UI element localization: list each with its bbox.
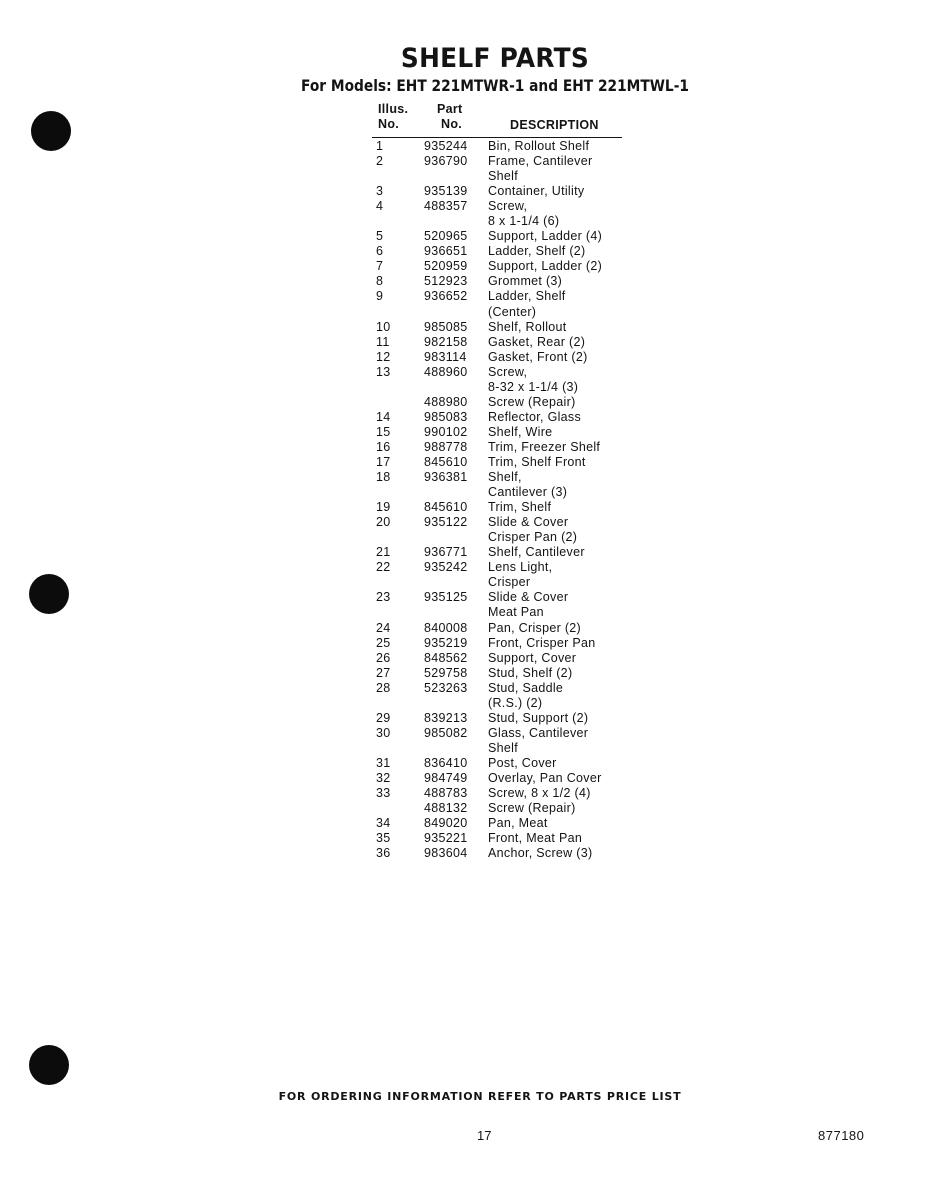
- table-body: [372, 138, 622, 861]
- binder-hole-bottom: [29, 1045, 69, 1085]
- description-cell: Support, Ladder (4): [488, 229, 603, 244]
- part-no-cell: 520959: [424, 259, 468, 274]
- illus-no-cell: 27: [376, 665, 391, 680]
- part-no-cell: 982158: [424, 334, 468, 349]
- table-row: [372, 771, 622, 786]
- description-cell: Screw, 8 x 1-1/4 (6): [488, 199, 560, 229]
- illus-no-cell: 30: [376, 725, 391, 740]
- table-row: [372, 199, 622, 229]
- part-no-cell: 983114: [424, 349, 467, 364]
- illus-no-cell: [372, 801, 424, 816]
- description-cell: Shelf, Wire: [488, 424, 553, 439]
- table-row: [372, 335, 622, 350]
- illus-no-cell: 1: [376, 139, 384, 153]
- table-row: [372, 515, 622, 545]
- description-cell: Lens Light, Crisper: [488, 560, 553, 590]
- table-row: [372, 410, 622, 425]
- part-no-cell: 936381: [424, 470, 468, 485]
- illus-no-cell: 15: [376, 424, 391, 439]
- table-row: [372, 320, 622, 335]
- table-row: [372, 846, 622, 861]
- description-cell: Pan, Crisper (2): [488, 620, 582, 635]
- illus-no-cell: 22: [376, 560, 391, 575]
- illus-no-cell: 35: [376, 831, 391, 846]
- header-part-no: Part No.: [437, 102, 463, 131]
- description-cell: Screw, 8 x 1/2 (4): [488, 786, 591, 801]
- description-cell: Stud, Support (2): [488, 710, 589, 725]
- illus-no-cell: 3: [376, 184, 384, 199]
- part-no-cell: 985082: [424, 725, 468, 740]
- description-cell: Glass, Cantilever Shelf: [488, 725, 589, 755]
- description-cell: Grommet (3): [488, 274, 563, 289]
- table-row: [372, 184, 622, 199]
- description-cell: Ladder, Shelf (Center): [488, 289, 566, 319]
- part-no-cell: 488783: [424, 786, 468, 801]
- illus-no-cell: 7: [376, 259, 384, 274]
- part-no-cell: 848562: [424, 650, 468, 665]
- table-row: [372, 425, 622, 440]
- description-cell: Shelf, Cantilever: [488, 545, 585, 560]
- illus-no-cell: [372, 395, 424, 410]
- illus-no-cell: 10: [376, 319, 391, 334]
- part-no-cell: 935122: [424, 515, 468, 530]
- illus-no-cell: 19: [376, 500, 391, 515]
- description-cell: Gasket, Front (2): [488, 349, 588, 364]
- part-no-cell: 935221: [424, 831, 468, 846]
- part-no-cell: 936651: [424, 244, 468, 259]
- illus-no-cell: 8: [376, 274, 384, 289]
- part-no-cell: 936652: [424, 289, 468, 304]
- part-no-cell: 512923: [424, 274, 468, 289]
- description-cell: Container, Utility: [488, 184, 585, 199]
- description-cell: Shelf, Cantilever (3): [488, 470, 568, 500]
- description-cell: Frame, Cantilever Shelf: [488, 154, 593, 184]
- description-cell: Gasket, Rear (2): [488, 334, 586, 349]
- part-no-cell: 523263: [424, 680, 468, 695]
- illus-no-cell: 5: [376, 229, 384, 244]
- description-cell: Support, Cover: [488, 650, 577, 665]
- part-no-cell: 520965: [424, 229, 468, 244]
- table-row: [372, 395, 622, 410]
- part-no-cell: 488132: [424, 801, 468, 816]
- description-cell: Shelf, Rollout: [488, 319, 567, 334]
- ordering-info-note: FOR ORDERING INFORMATION REFER TO PARTS PRICE LIST: [278, 1090, 682, 1103]
- table-row: [372, 651, 622, 666]
- illus-no-cell: 20: [376, 515, 391, 530]
- part-no-cell: 935244: [424, 139, 468, 153]
- illus-no-cell: 29: [376, 710, 391, 725]
- binder-hole-middle: [29, 574, 69, 614]
- illus-no-cell: 33: [376, 786, 391, 801]
- part-no-cell: 935242: [424, 560, 468, 575]
- table-row: [372, 636, 622, 651]
- table-header: [372, 100, 622, 138]
- illus-no-cell: 12: [376, 349, 391, 364]
- table-row: [372, 801, 622, 816]
- table-row: [372, 621, 622, 636]
- description-cell: Front, Crisper Pan: [488, 635, 596, 650]
- description-cell: Front, Meat Pan: [488, 831, 583, 846]
- table-row: [372, 244, 622, 259]
- illus-no-cell: 31: [376, 755, 391, 770]
- description-cell: Trim, Freezer Shelf: [488, 439, 601, 454]
- part-no-cell: 985085: [424, 319, 468, 334]
- binder-hole-top: [31, 111, 71, 151]
- part-no-cell: 985083: [424, 409, 468, 424]
- description-cell: Slide & Cover Crisper Pan (2): [488, 515, 578, 545]
- table-row: [372, 681, 622, 711]
- document-number: 877180: [818, 1128, 865, 1143]
- illus-no-cell: 21: [376, 545, 391, 560]
- table-row: [372, 756, 622, 771]
- part-no-cell: 839213: [424, 710, 468, 725]
- table-row: [372, 154, 622, 184]
- table-row: [372, 440, 622, 455]
- table-row: [372, 786, 622, 801]
- part-no-cell: 488960: [424, 364, 468, 379]
- illus-no-cell: 13: [376, 364, 391, 379]
- illus-no-cell: 4: [376, 199, 384, 214]
- description-cell: Post, Cover: [488, 755, 557, 770]
- description-cell: Slide & Cover Meat Pan: [488, 590, 569, 620]
- part-no-cell: 488980: [424, 394, 468, 409]
- table-row: [372, 500, 622, 515]
- part-no-cell: 983604: [424, 846, 468, 861]
- description-cell: Trim, Shelf Front: [488, 454, 586, 469]
- table-row: [372, 259, 622, 274]
- header-illus-no: Illus. No.: [378, 102, 409, 131]
- table-row: [372, 139, 622, 154]
- description-cell: Stud, Saddle (R.S.) (2): [488, 680, 564, 710]
- part-no-cell: 984749: [424, 770, 468, 785]
- illus-no-cell: 28: [376, 680, 391, 695]
- description-cell: Bin, Rollout Shelf: [488, 139, 590, 153]
- table-row: [372, 590, 622, 620]
- table-row: [372, 666, 622, 681]
- parts-table: [372, 100, 622, 861]
- description-cell: Reflector, Glass: [488, 409, 582, 424]
- table-row: [372, 455, 622, 470]
- part-no-cell: 849020: [424, 816, 468, 831]
- illus-no-cell: 26: [376, 650, 391, 665]
- illus-no-cell: 24: [376, 620, 391, 635]
- illus-no-cell: 34: [376, 816, 391, 831]
- table-row: [372, 365, 622, 395]
- part-no-cell: 488357: [424, 199, 468, 214]
- description-cell: Overlay, Pan Cover: [488, 770, 602, 785]
- description-cell: Support, Ladder (2): [488, 259, 603, 274]
- description-cell: Stud, Shelf (2): [488, 665, 573, 680]
- table-row: [372, 470, 622, 500]
- illus-no-cell: 23: [376, 590, 391, 605]
- illus-no-cell: 16: [376, 439, 391, 454]
- table-row: [372, 560, 622, 590]
- part-no-cell: 990102: [424, 424, 468, 439]
- part-no-cell: 988778: [424, 439, 468, 454]
- illus-no-cell: 2: [376, 154, 384, 169]
- illus-no-cell: 6: [376, 244, 384, 259]
- part-no-cell: 935219: [424, 635, 468, 650]
- part-no-cell: 936771: [424, 545, 468, 560]
- part-no-cell: 529758: [424, 665, 468, 680]
- illus-no-cell: 14: [376, 409, 391, 424]
- header-description: DESCRIPTION: [510, 118, 599, 132]
- illus-no-cell: 32: [376, 770, 391, 785]
- table-row: [372, 274, 622, 289]
- part-no-cell: 836410: [424, 755, 468, 770]
- illus-no-cell: 36: [376, 846, 391, 861]
- part-no-cell: 935125: [424, 590, 468, 605]
- description-cell: Screw (Repair): [488, 394, 576, 409]
- description-cell: Anchor, Screw (3): [488, 846, 593, 861]
- description-cell: Screw (Repair): [488, 801, 576, 816]
- table-row: [372, 350, 622, 365]
- table-row: [372, 726, 622, 756]
- table-row: [372, 545, 622, 560]
- page-title: SHELF PARTS: [400, 43, 590, 74]
- table-row: [372, 289, 622, 319]
- description-cell: Trim, Shelf: [488, 500, 552, 515]
- description-cell: Ladder, Shelf (2): [488, 244, 586, 259]
- illus-no-cell: 18: [376, 470, 391, 485]
- page-subtitle: For Models: EHT 221MTWR-1 and EHT 221MTWL-1: [301, 76, 689, 95]
- part-no-cell: 840008: [424, 620, 468, 635]
- description-cell: Pan, Meat: [488, 816, 548, 831]
- part-no-cell: 935139: [424, 184, 468, 199]
- illus-no-cell: 25: [376, 635, 391, 650]
- table-row: [372, 816, 622, 831]
- table-row: [372, 831, 622, 846]
- page-number: 17: [477, 1128, 492, 1143]
- illus-no-cell: 9: [376, 289, 384, 304]
- part-no-cell: 936790: [424, 154, 468, 169]
- table-row: [372, 711, 622, 726]
- illus-no-cell: 17: [376, 454, 391, 469]
- illus-no-cell: 11: [376, 334, 390, 349]
- table-row: [372, 229, 622, 244]
- part-no-cell: 845610: [424, 454, 468, 469]
- description-cell: Screw, 8-32 x 1-1/4 (3): [488, 364, 579, 394]
- part-no-cell: 845610: [424, 500, 468, 515]
